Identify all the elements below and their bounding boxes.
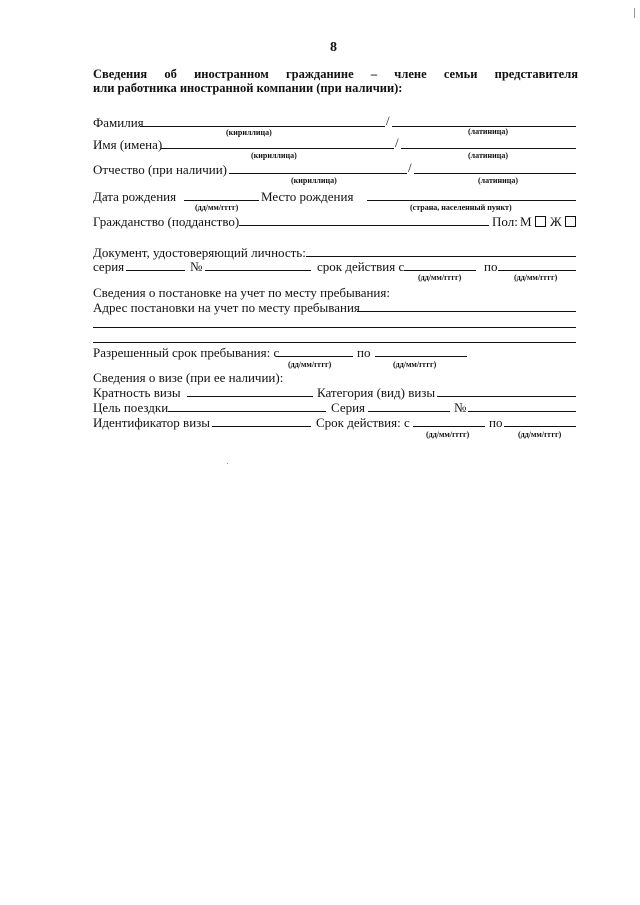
- surname-cyrillic-hint: (кириллица): [226, 128, 272, 137]
- id-series-label: серия: [93, 259, 125, 274]
- stay-from-field[interactable]: [276, 356, 353, 357]
- registration-address-line-3[interactable]: [93, 342, 576, 343]
- sex-female-label: Ж: [550, 214, 562, 229]
- section-heading-line-1: Сведения об иностранном гражданине – члене семьи представителя: [93, 67, 578, 81]
- surname-slash: /: [386, 113, 390, 128]
- id-to-label: по: [484, 259, 498, 274]
- id-document-label: Документ, удостоверяющий личность:: [93, 245, 306, 260]
- sex-male-checkbox[interactable]: [535, 216, 546, 227]
- citizenship-field[interactable]: [239, 225, 489, 226]
- trip-purpose-label: Цель поездки: [93, 400, 169, 415]
- permitted-stay-label: Разрешенный срок пребывания: с: [93, 345, 280, 360]
- birth-date-label: Дата рождения: [93, 189, 177, 204]
- first-name-latin-hint: (латиница): [468, 151, 508, 160]
- id-number-field[interactable]: [205, 270, 311, 271]
- birth-place-label: Место рождения: [261, 189, 354, 204]
- patronymic-label: Отчество (при наличии): [93, 162, 228, 177]
- stay-to-field[interactable]: [375, 356, 467, 357]
- visa-id-field[interactable]: [212, 426, 311, 427]
- registration-address-label: Адрес постановки на учет по месту пребывания: [93, 300, 360, 315]
- first-name-label: Имя (имена): [93, 137, 163, 152]
- visa-category-field[interactable]: [437, 396, 576, 397]
- id-series-field[interactable]: [126, 270, 185, 271]
- id-document-type-field[interactable]: [306, 256, 576, 257]
- patronymic-latin-hint: (латиница): [478, 176, 518, 185]
- visa-number-label: №: [454, 400, 467, 415]
- registration-address-line-2[interactable]: [93, 327, 576, 328]
- visa-multiplicity-label: Кратность визы: [93, 385, 181, 400]
- stay-to-hint: (дд/мм/гггг): [393, 360, 437, 369]
- visa-to-label: по: [489, 415, 503, 430]
- sex-label: Пол:: [492, 214, 518, 229]
- visa-info-label: Сведения о визе (при ее наличии):: [93, 370, 284, 385]
- visa-validity-label: Срок действия: с: [316, 415, 410, 430]
- first-name-cyrillic-hint: (кириллица): [251, 151, 297, 160]
- visa-valid-from-field[interactable]: [413, 426, 485, 427]
- trip-purpose-field[interactable]: [168, 411, 326, 412]
- patronymic-cyrillic-hint: (кириллица): [291, 176, 337, 185]
- visa-valid-from-hint: (дд/мм/гггг): [426, 430, 470, 439]
- section-heading-line-2: или работника иностранной компании (при наличии):: [93, 81, 403, 95]
- scan-speck: [227, 463, 228, 464]
- patronymic-latin-field[interactable]: [414, 173, 576, 174]
- stay-to-label: по: [357, 345, 371, 360]
- visa-valid-to-field[interactable]: [504, 426, 576, 427]
- id-valid-to-field[interactable]: [498, 270, 576, 271]
- id-number-label: №: [190, 259, 203, 274]
- birth-date-hint: (дд/мм/гггг): [195, 203, 239, 212]
- registration-address-field[interactable]: [357, 311, 576, 312]
- patronymic-cyrillic-field[interactable]: [229, 173, 407, 174]
- citizenship-label: Гражданство (подданство): [93, 214, 240, 229]
- visa-valid-to-hint: (дд/мм/гггг): [518, 430, 562, 439]
- id-valid-from-field[interactable]: [404, 270, 476, 271]
- stay-from-hint: (дд/мм/гггг): [288, 360, 332, 369]
- first-name-latin-field[interactable]: [401, 148, 576, 149]
- surname-cyrillic-field[interactable]: [140, 126, 385, 127]
- visa-series-label: Серия: [331, 400, 366, 415]
- visa-number-field[interactable]: [468, 411, 576, 412]
- first-name-slash: /: [395, 135, 399, 150]
- scan-edge-mark: [634, 8, 635, 18]
- birth-place-hint: (страна, населенный пункт): [410, 203, 512, 212]
- patronymic-slash: /: [408, 160, 412, 175]
- first-name-cyrillic-field[interactable]: [161, 148, 394, 149]
- id-valid-from-hint: (дд/мм/гггг): [418, 273, 462, 282]
- visa-series-field[interactable]: [368, 411, 450, 412]
- id-valid-to-hint: (дд/мм/гггг): [514, 273, 558, 282]
- sex-female-checkbox[interactable]: [565, 216, 576, 227]
- visa-multiplicity-field[interactable]: [187, 396, 313, 397]
- visa-id-label: Идентификатор визы: [93, 415, 211, 430]
- sex-male-label: М: [520, 214, 532, 229]
- page-number: 8: [330, 40, 337, 55]
- visa-category-label: Категория (вид) визы: [317, 385, 436, 400]
- birth-place-field[interactable]: [367, 200, 576, 201]
- surname-latin-hint: (латиница): [468, 127, 508, 136]
- id-validity-label: срок действия с: [317, 259, 405, 274]
- registration-info-label: Сведения о постановке на учет по месту пребывания:: [93, 285, 390, 300]
- birth-date-field[interactable]: [184, 200, 259, 201]
- surname-label: Фамилия: [93, 115, 144, 130]
